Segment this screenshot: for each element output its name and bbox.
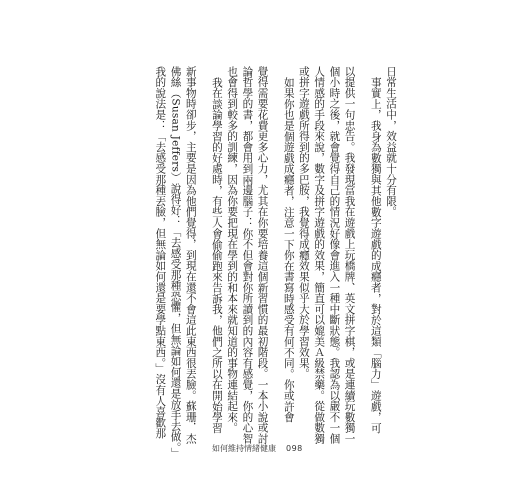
text-line: 以提供一句忠告。我發現當我在遊戲上玩橋牌、英文拼字棋，或是連續玩數獨一 bbox=[343, 66, 356, 444]
text-line: 論哲學的書，都會用到兩邊腦子：你不但會對你所讀到的內容有感覺，你的心智 bbox=[241, 66, 254, 444]
text-line: 如果你也是個遊戲成癮者，注意一下你在書寫時感受有何不同。你或許會 bbox=[282, 76, 295, 423]
running-title: 如何維持情緒健康 bbox=[212, 444, 276, 453]
text-line: 人情感的手段來說，數字及拼字遊戲的效果，簡直可以媲美Ａ級禁藥。從做數獨 bbox=[313, 66, 326, 444]
text-line: 或拼字遊戲所得到的多巴胺，我覺得成癮效果似乎大於學習效果。 bbox=[297, 66, 310, 380]
text-line: 日常生活中，效益就十分有限。 bbox=[385, 66, 397, 218]
text-line: 新事物時卻步，主要是因為他們覺得，到現在還不會這此東西很丟臉。蘇珊．杰 bbox=[184, 66, 197, 444]
text-line: 覺得需要花費更多心力，尤其在你要培養這個新習慣的最初階段。一本小說或討 bbox=[256, 66, 269, 444]
text-line: 我的說法是：「去感受那種丟臉，但無論如何還是要學點東西。」沒有人喜歡那 bbox=[154, 66, 167, 439]
page-footer bbox=[212, 443, 303, 454]
text-line: 我在談論學習的好處時，有些人會偷偷跑來告訴我，他們之所以在開始學習 bbox=[210, 76, 223, 433]
page-number: 098 bbox=[286, 444, 303, 453]
text-line: 佛絲（Susan Jeffers）說得好：「去感受那種恐懼，但無論如何還是放手去做。」 bbox=[169, 66, 182, 459]
text-line: 也會得到較多的訓練，因為你要把現在學到的和本來就知道的事物連結起來。 bbox=[226, 66, 239, 434]
text-line: 事實上，我身為數獨與其他數字遊戲的成癮者，對於這類「腦力」遊戲，可 bbox=[369, 76, 382, 433]
text-line: 個小時之後，就會覺得自己的情況好像會進入一種中斷狀態。我認為以嚴不一個 bbox=[328, 66, 341, 444]
